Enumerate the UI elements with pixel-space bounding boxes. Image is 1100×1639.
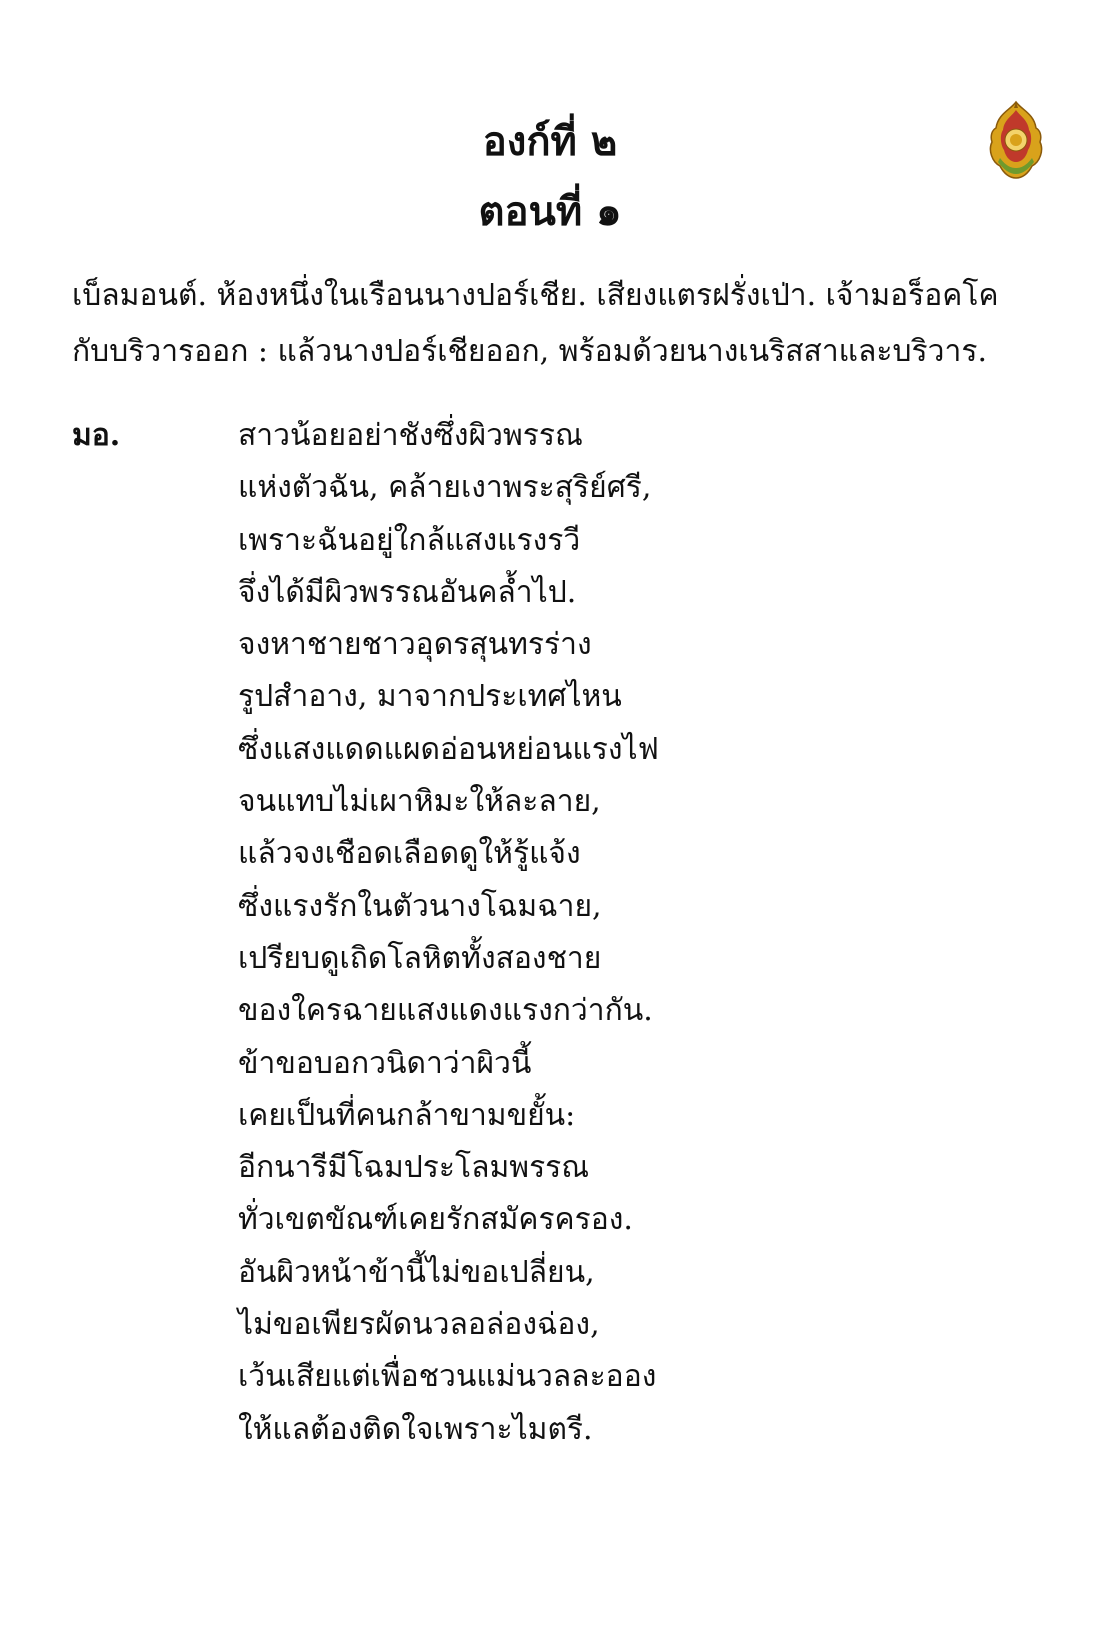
verse-line: เพราะฉันอยู่ใกล้แสงแรงรวี: [238, 522, 581, 558]
verse-line: ให้แลต้องติดใจเพราะไมตรี.: [238, 1411, 593, 1447]
verse-line: เปรียบดูเถิดโลหิตทั้งสองชาย: [238, 940, 602, 976]
speaker-name: มอ.: [72, 418, 121, 453]
verse-line: ไม่ขอเพียรผัดนวลอล่องฉ่อง,: [238, 1307, 600, 1343]
verse-line: อีกนารีมีโฉมประโลมพรรณ: [238, 1150, 590, 1186]
stage-direction: [72, 268, 1052, 380]
scene-title: ตอนที่ ๑: [478, 188, 622, 235]
verse-line: ทั่วเขตขัณฑ์เคยรักสมัครครอง.: [238, 1202, 633, 1238]
verse-line: แห่งตัวฉัน, คล้ายเงาพระสุริย์ศรี,: [238, 470, 652, 506]
verse-line: จึ่งได้มีผิวพรรณอันคล้ำไป.: [238, 574, 577, 610]
verse-line: แล้วจงเชือดเลือดดูให้รู้แจ้ง: [238, 836, 581, 872]
verse-line: เคยเป็นที่คนกล้าขามขยั้น:: [238, 1097, 576, 1133]
stage-direction-line: เบ็ลมอนต์. ห้องหนึ่งในเรือนนางปอร์เชีย. เสียงแตรฝรั่งเป่า. เจ้ามอร็อคโค: [72, 278, 999, 313]
act-title: องก์ที่ ๒: [482, 118, 618, 165]
verse-line: สาวน้อยอย่าชังซึ่งผิวพรรณ: [238, 418, 583, 453]
verse-line: จนแทบไม่เผาหิมะให้ละลาย,: [238, 784, 601, 820]
verse-line: รูปสำอาง, มาจากประเทศไหน: [238, 679, 622, 715]
verse-line: ของใครฉายแสงแดงแรงกว่ากัน.: [238, 993, 653, 1029]
verse-line: ข้าขอบอกวนิดาว่าผิวนี้: [238, 1045, 532, 1081]
verse-line: จงหาชายชาวอุดรสุนทรร่าง: [238, 627, 592, 663]
verse-line: ซึ่งแสงแดดแผดอ่อนหย่อนแรงไฟ: [238, 731, 659, 767]
verse-line: อันผิวหน้าข้านี้ไม่ขอเปลี่ยน,: [238, 1254, 595, 1290]
verse-block: [238, 410, 1058, 1456]
verse-line: ซึ่งแรงรักในตัวนางโฉมฉาย,: [238, 888, 602, 924]
stage-direction-line: กับบริวารออก : แล้วนางปอร์เชียออก, พร้อมด้วยนางเนริสสาและบริวาร.: [72, 334, 988, 369]
verse-line: เว้นเสียแต่เพื่อชวนแม่นวลละออง: [238, 1359, 657, 1395]
